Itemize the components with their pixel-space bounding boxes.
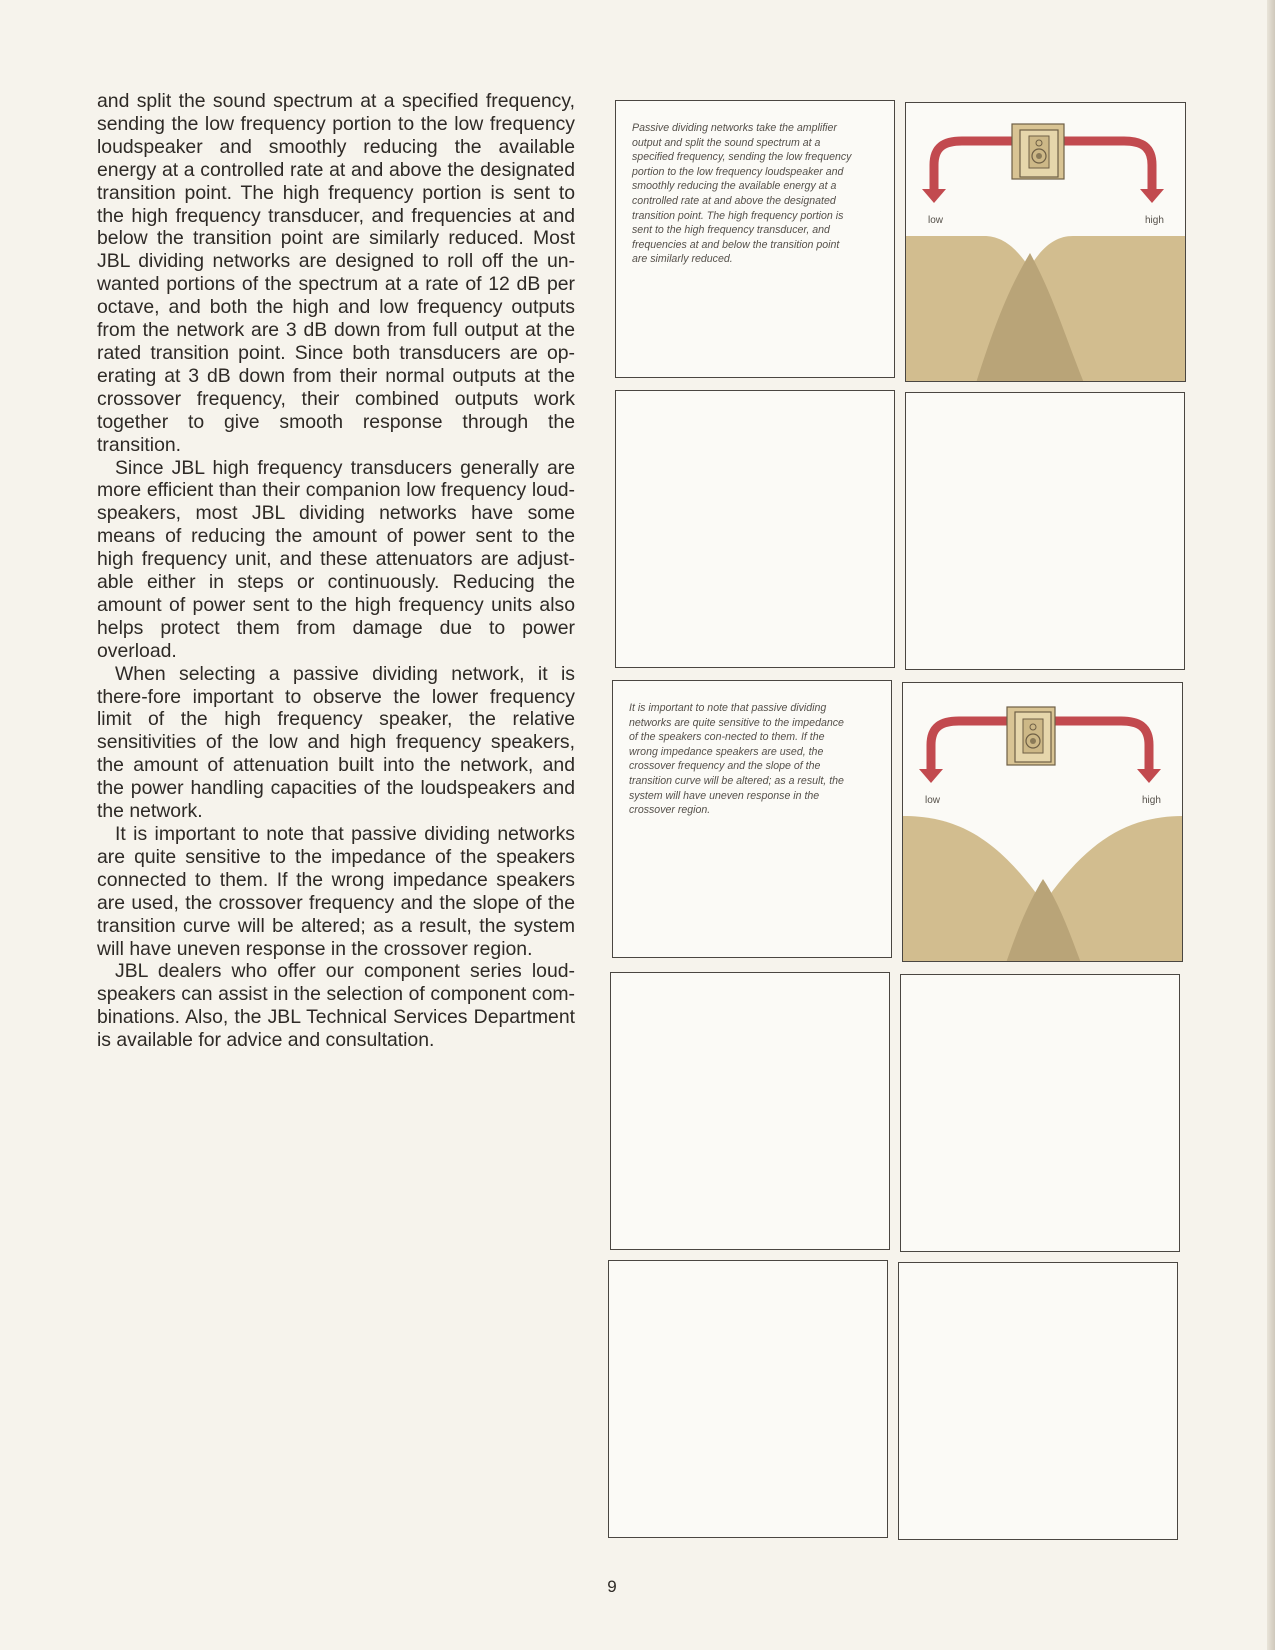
high-label: high: [1142, 795, 1161, 806]
caption-panel-2: [612, 680, 892, 958]
page-binding-edge: [1267, 0, 1275, 1650]
body-paragraph: It is important to note that passive dividing networks are quite sensitive to the impedance of the speakers connected to them. If the wrong impedance speakers are used, the crossover frequency and the slope of the transition curve will be altered; as a result, the system will have uneven response in the crossover region.: [97, 823, 575, 960]
blank-panel: [898, 1262, 1178, 1540]
crossover-figure-2: [902, 682, 1183, 962]
figure-caption: Passive dividing networks take the amplifier output and split the sound spectrum at a specified frequency, sending the low frequency portion to the low frequency loudspeaker and smoothly reducing the available energy at a controlled rate at and above the designated transition point. The high frequency portion is sent to the high frequency transducer, and frequencies at and below the transition point are similarly reduced.: [632, 122, 852, 266]
speaker-icon: [1012, 124, 1064, 179]
arrow-left-head: [919, 769, 943, 783]
body-paragraph: Since JBL high frequency transducers generally are more efficient than their companion low frequency loud-speakers, most JBL dividing networks have some means of reducing the amount of power sent to the high frequency unit, and these attenuators are adjust-able either in steps or continuously. Reducing the amount of power sent to the high frequency units also helps protect them from damage due to power overload.: [97, 456, 575, 662]
caption-panel-1: [615, 100, 895, 378]
body-text-column: [97, 90, 575, 1052]
low-label: low: [925, 795, 941, 806]
high-label: high: [1145, 215, 1164, 226]
crossover-figure-1: [905, 102, 1186, 382]
body-paragraph: JBL dealers who offer our component series loud-speakers can assist in the selection of component com-binations. Also, the JBL Technical Services Department is available for advice and consultation.: [97, 960, 575, 1052]
crossover-diagram: [903, 683, 1183, 962]
low-label: low: [928, 215, 944, 226]
arrow-left-head: [922, 189, 946, 203]
blank-panel: [608, 1260, 888, 1538]
arrow-right-head: [1140, 189, 1164, 203]
blank-panel: [905, 392, 1185, 670]
speaker-icon: [1007, 707, 1055, 765]
crossover-diagram: [906, 103, 1186, 382]
body-paragraph: and split the sound spectrum at a specified frequency, sending the low frequency portion to the low frequency loudspeaker and smoothly reducing the available energy at a controlled rate at and above the designated transition point. The high frequency portion is sent to the high frequency transducer, and frequencies at and below the transition point are similarly reduced. Most JBL dividing networks are designed to roll off the un-wanted portions of the spectrum at a rate of 12 dB per octave, and both the high and low frequency outputs from the network are 3 dB down from full output at the rated transition point. Since both transducers are op-erating at 3 dB down from their normal outputs at the crossover frequency, their combined outputs work together to give smooth response through the transition.: [97, 90, 575, 456]
page-number: 9: [607, 1577, 617, 1596]
arrow-right-head: [1137, 769, 1161, 783]
figure-caption: It is important to note that passive dividing networks are quite sensitive to the impedance of the speakers con-nected to them. If the wrong impedance speakers are used, the crossover frequency and the slope of the transition curve will be altered; as a result, the system will have uneven response in the crossover region.: [629, 702, 844, 817]
blank-panel: [900, 974, 1180, 1252]
blank-panel: [610, 972, 890, 1250]
blank-panel: [615, 390, 895, 668]
body-paragraph: When selecting a passive dividing network, it is there-fore important to observe the lower frequency limit of the high frequency speaker, the relative sensitivities of the low and high frequency speakers, the amount of attenuation built into the network, and the power handling capacities of the loudspeakers and the network.: [97, 662, 575, 823]
